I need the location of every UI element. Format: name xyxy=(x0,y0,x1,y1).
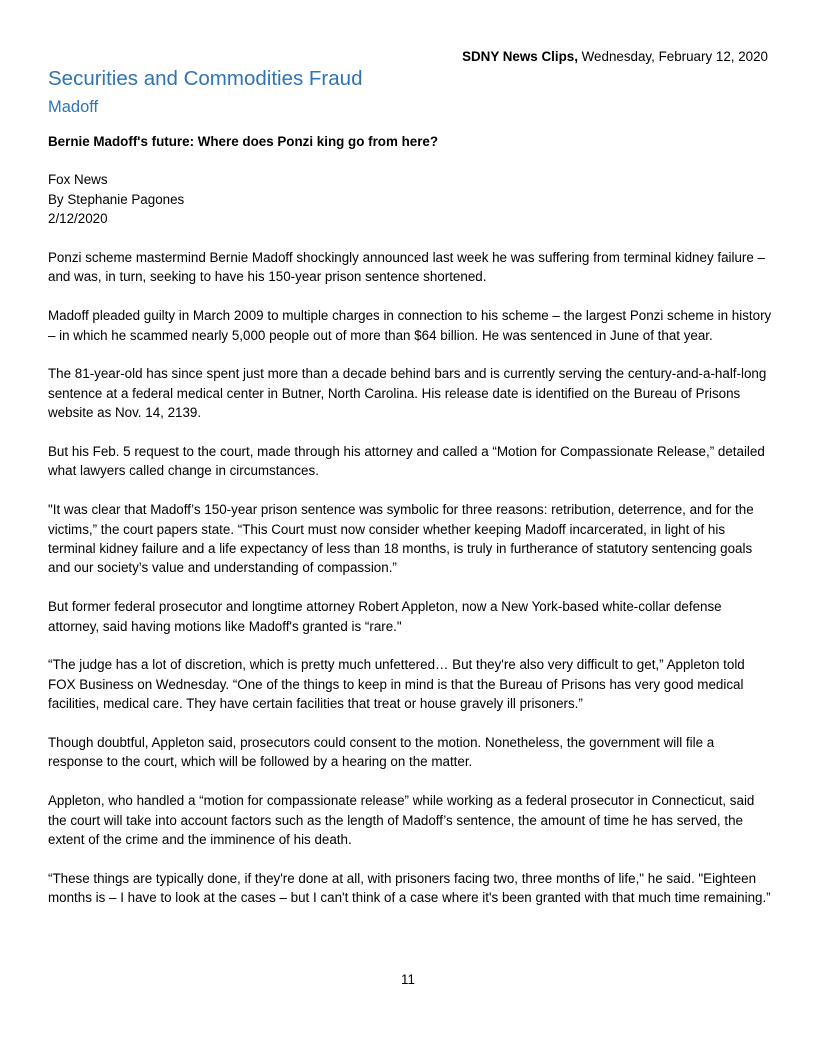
header-date: Wednesday, February 12, 2020 xyxy=(581,49,768,64)
article-paragraph: The 81-year-old has since spent just more than a decade behind bars and is currently serving the century-and-a-half-long sentence at a federal medical center in Butner, North Carolina. His release date is identified on the Bureau of Prisons website as Nov. 14, 2139. xyxy=(48,366,767,421)
article-body xyxy=(48,248,772,908)
article-paragraph: But former federal prosecutor and longtime attorney Robert Appleton, now a New York-based white-collar defense attorney, said having motions like Madoff's granted is “rare." xyxy=(48,599,722,634)
article-paragraph: "It was clear that Madoff’s 150-year prison sentence was symbolic for three reasons: retribution, deterrence, and for the victims,” the court papers state. “This Court must now consider whether keeping Madoff incarcerated, in light of his terminal kidney failure and a life expectancy of less than 18 months, is truly in furtherance of statutory sentencing goals and our society’s value and understanding of compassion.” xyxy=(48,502,754,576)
article-byline: By Stephanie Pagones xyxy=(48,191,185,207)
page-number: 11 xyxy=(401,972,415,987)
article-paragraph: But his Feb. 5 request to the court, made through his attorney and called a “Motion for Compassionate Release,” detailed what lawyers called change in circumstances. xyxy=(48,444,765,479)
article-paragraph: “The judge has a lot of discretion, which is pretty much unfettered… But they're also very difficult to get,” Appleton told FOX Business on Wednesday. “One of the things to keep in mind is that the Bureau of Prisons has very good medical facilities, medical care. They have certain facilities that treat or house gravely ill prisoners.” xyxy=(48,657,745,712)
article-source: Fox News xyxy=(48,172,108,188)
article-date: 2/12/2020 xyxy=(48,211,108,227)
page-content xyxy=(48,66,772,908)
article-paragraph: Ponzi scheme mastermind Bernie Madoff shockingly announced last week he was suffering from terminal kidney failure – and was, in turn, seeking to have his 150-year prison sentence shortened. xyxy=(48,250,766,285)
article-paragraph: Madoff pleaded guilty in March 2009 to multiple charges in connection to his scheme – the largest Ponzi scheme in history – in which he scammed nearly 5,000 people out of more than $64 billion. He was sentenced in June of that year. xyxy=(48,308,772,343)
subsection-title: Madoff xyxy=(48,98,99,116)
article-paragraph: Appleton, who handled a “motion for compassionate release” while working as a federal prosecutor in Connecticut, said the court will take into account factors such as the length of Madoff’s sentence, the amount of time he has served, the extent of the crime and the imminence of his death. xyxy=(48,793,755,848)
article-meta xyxy=(48,170,772,228)
article-title: Bernie Madoff's future: Where does Ponzi king go from here? xyxy=(48,134,439,149)
article-paragraph: “These things are typically done, if they're done at all, with prisoners facing two, three months of life," he said. "Eighteen months is – I have to look at the cases – but I can't think of a case where it's been granted with that much time remaining.” xyxy=(48,870,771,906)
page-header xyxy=(462,48,768,66)
article-paragraph: Though doubtful, Appleton said, prosecutors could consent to the motion. Nonetheless, the government will file a response to the court, which will be followed by a hearing on the matter. xyxy=(48,735,715,770)
publication-name: SDNY News Clips, xyxy=(462,49,578,64)
section-title: Securities and Commodities Fraud xyxy=(48,67,363,90)
